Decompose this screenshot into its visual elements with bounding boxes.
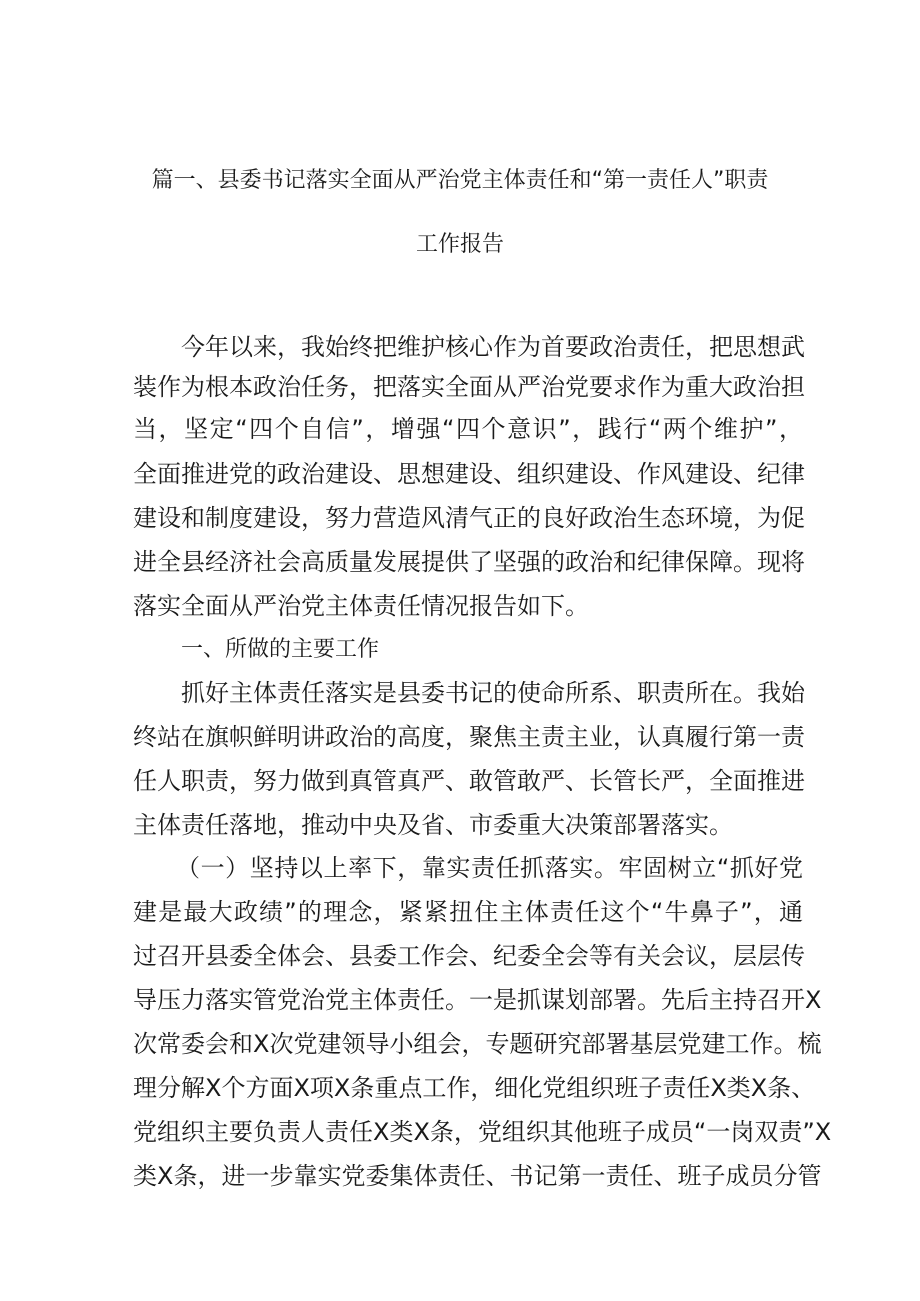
document-title-line-1: 篇一、县委书记落实全面从严治党主体责任和“第一责任人”职责 bbox=[151, 168, 769, 193]
paragraph-3-line: 次常委会和X次党建领导小组会，专题研究部署基层党建工作。梳 bbox=[133, 1030, 822, 1058]
paragraph-3-line: 过召开县委全体会、县委工作会、纪委全会等有关会议，层层传 bbox=[133, 942, 805, 970]
paragraph-1-line: 装作为根本政治任务，把落实全面从严治党要求作为重大政治担 bbox=[133, 373, 805, 401]
paragraph-1-line: 今年以来，我始终把维护核心作为首要政治责任，把思想武 bbox=[181, 333, 805, 361]
section-heading: 一、所做的主要工作 bbox=[181, 637, 380, 662]
paragraph-1-line: 建设和制度建设，努力营造风清气正的良好政治生态环境，为促 bbox=[133, 504, 805, 532]
paragraph-3-line: 建是最大政绩”的理念，紧紧扭住主体责任这个“牛鼻子”，通 bbox=[133, 898, 803, 926]
paragraph-1-line: 当，坚定“四个自信”，增强“四个意识”，践行“两个维护”， bbox=[133, 415, 803, 443]
paragraph-3-line: 党组织主要负责人责任X类X条，党组织其他班子成员“一岗双责”X bbox=[133, 1118, 832, 1146]
document-title-line-2: 工作报告 bbox=[415, 232, 504, 257]
paragraph-2-line: 任人职责，努力做到真管真严、敢管敢严、长管长严，全面推进 bbox=[133, 767, 805, 795]
paragraph-3-line: 类X条，进一步靠实党委集体责任、书记第一责任、班子成员分管 bbox=[133, 1162, 822, 1190]
paragraph-1-line: 进全县经济社会高质量发展提供了坚强的政治和纪律保障。现将 bbox=[133, 548, 805, 576]
paragraph-2-line: 抓好主体责任落实是县委书记的使命所系、职责所在。我始 bbox=[181, 679, 805, 707]
paragraph-1-line: 落实全面从严治党主体责任情况报告如下。 bbox=[133, 592, 589, 620]
paragraph-2-line: 主体责任落地，推动中央及省、市委重大决策部署落实。 bbox=[133, 811, 733, 839]
paragraph-2-line: 终站在旗帜鲜明讲政治的高度，聚焦主责主业，认真履行第一责 bbox=[133, 723, 805, 751]
paragraph-1-line: 全面推进党的政治建设、思想建设、组织建设、作风建设、纪律 bbox=[133, 460, 805, 488]
paragraph-3-line: 导压力落实管党治党主体责任。一是抓谋划部署。先后主持召开X bbox=[133, 986, 822, 1014]
paragraph-3-line: 理分解X个方面X项X条重点工作，细化党组织班子责任X类X条、 bbox=[133, 1074, 816, 1102]
paragraph-3-line: （一）坚持以上率下，靠实责任抓落实。牢固树立“抓好党 bbox=[176, 854, 803, 882]
